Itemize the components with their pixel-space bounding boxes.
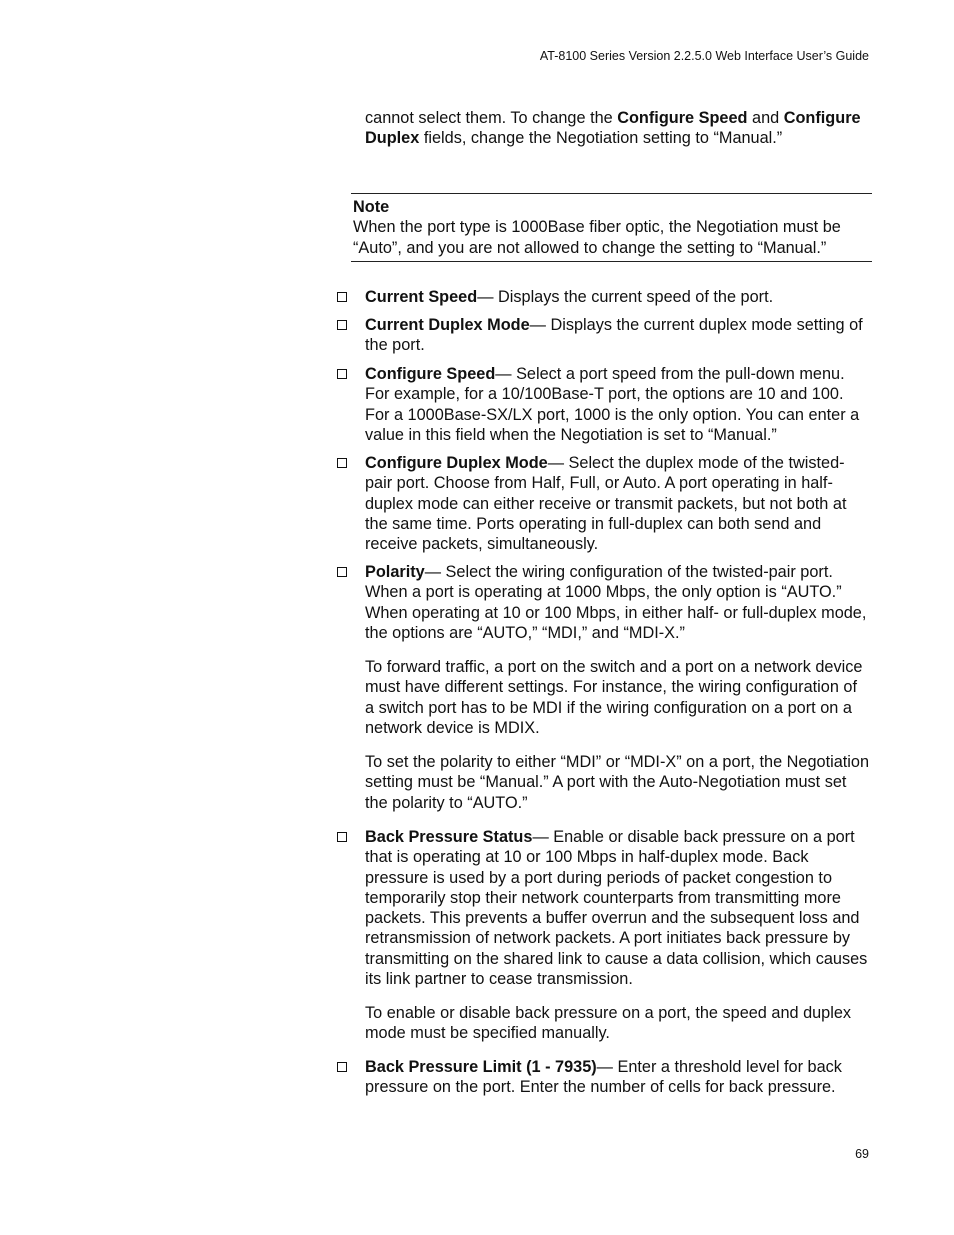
backpressure-paragraph: To enable or disable back pressure on a port, the speed and duplex mode must be specified manually. [365, 1004, 852, 1043]
list-item-back-pressure-status [337, 827, 870, 989]
item-term: Configure Speed [365, 365, 496, 383]
page-number: 69 [855, 1147, 869, 1161]
note-text: When the port type is 1000Base fiber optic, the Negotiation must be “Auto”, and you are not allowed to change the setting to “Manual.” [353, 218, 841, 257]
item-desc: — Enter a threshold level for back pressure on the port. Enter the number of cells for back pressure. [365, 1058, 842, 1097]
list-item-configure-speed [337, 364, 870, 445]
polarity-paragraph-2: To set the polarity to either “MDI” or “MDI-X” on a port, the Negotiation setting must be “Manual.” A port with the Auto-Negotiation must set the polarity to “AUTO.” [365, 753, 870, 812]
item-term: Current Speed [365, 288, 478, 306]
note-title: Note [353, 198, 390, 216]
item-desc: — Enable or disable back pressure on a port that is operating at 10 or 100 Mbps in half-duplex mode. Back pressure is used by a port during periods of packet congestion to temporarily stop their network counterparts from transmitting more packets. This prevents a buffer overrun and the subsequent loss and retransmission of network packets. A port initiates back pressure by transmitting on the shared link to cause a data collision, which causes its link partner to cease transmission. [365, 828, 868, 989]
list-item-back-pressure-limit [337, 1057, 870, 1098]
intro-text-3: fields, change the Negotiation setting to “Manual.” [419, 129, 783, 148]
item-desc: — Select the duplex mode of the twisted-pair port. Choose from Half, Full, or Auto. A port operating in half-duplex mode can either receive or transmit packets, but not both at the same time. Ports operating in full-duplex can both send and receive packets, simultaneously. [365, 454, 847, 554]
item-desc: — Select a port speed from the pull-down menu. For example, for a 10/100Base-T port, the options are 10 and 100. For a 1000Base-SX/LX port, 1000 is the only option. You can enter a value in this field when the Negotiation is set to “Manual.” [365, 365, 860, 444]
item-term: Configure Duplex Mode [365, 454, 548, 472]
running-header: AT-8100 Series Version 2.2.5.0 Web Interface User’s Guide [539, 49, 869, 63]
intro-bold-configure-duplex: Configure Duplex [365, 109, 861, 148]
item-desc: — Displays the current duplex mode setting of the port. [365, 316, 863, 355]
list-item-current-speed [337, 287, 870, 307]
checkbox-bullet-icon [337, 1062, 347, 1072]
checkbox-bullet-icon [337, 832, 347, 842]
intro-bold-configure-speed: Configure Speed [617, 109, 748, 127]
item-desc: — Displays the current speed of the port. [477, 288, 774, 306]
checkbox-bullet-icon [337, 458, 347, 468]
item-term: Back Pressure Limit (1 - 7935) [365, 1058, 597, 1076]
intro-paragraph [365, 108, 870, 149]
item-term: Back Pressure Status [365, 828, 533, 846]
item-term: Current Duplex Mode [365, 316, 530, 334]
checkbox-bullet-icon [337, 292, 347, 302]
list-item-polarity [337, 562, 870, 643]
intro-text-1: cannot select them. To change the [365, 109, 618, 127]
item-desc: — Select the wiring configuration of the twisted-pair port. When a port is operating at 1000 Mbps, the only option is “AUTO.” When operating at 10 or 100 Mbps, in either half- or full-duplex mode, the options are “AUTO,” “MDI,” and “MDI-X.” [365, 563, 867, 642]
note-box [351, 193, 872, 262]
item-term: Polarity [365, 563, 425, 581]
checkbox-bullet-icon [337, 567, 347, 577]
list-item-current-duplex-mode [337, 315, 870, 356]
polarity-paragraph-1: To forward traffic, a port on the switch and a port on a network device must have different settings. For instance, the wiring configuration of a switch port has to be MDI if the wiring configuration on a port on a network device is MDIX. [365, 658, 863, 737]
checkbox-bullet-icon [337, 369, 347, 379]
intro-text-2: and [747, 109, 784, 127]
checkbox-bullet-icon [337, 320, 347, 330]
list-item-configure-duplex-mode [337, 453, 870, 554]
